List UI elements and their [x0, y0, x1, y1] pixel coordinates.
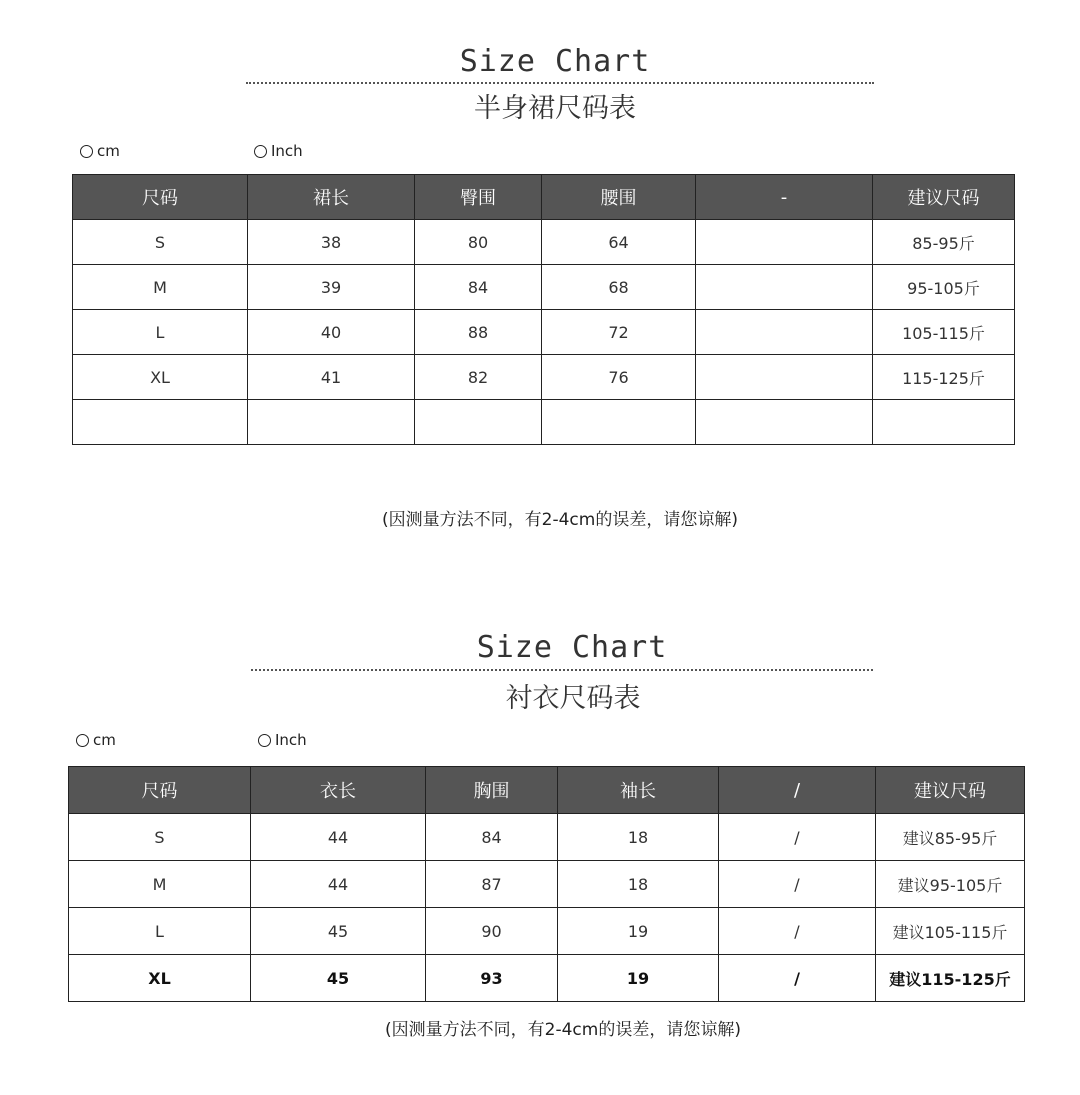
- table-cell: 18: [558, 814, 719, 861]
- table-cell: 105-115斤: [873, 310, 1015, 355]
- table-cell: [696, 220, 873, 265]
- table-cell: /: [719, 814, 876, 861]
- table-cell: 40: [248, 310, 415, 355]
- table-cell: 44: [251, 861, 426, 908]
- table-row: [73, 355, 1015, 400]
- table-cell: [542, 400, 696, 445]
- unit-option-inch[interactable]: [258, 731, 307, 749]
- table-cell: 76: [542, 355, 696, 400]
- table-cell: 115-125斤: [873, 355, 1015, 400]
- table-cell: 87: [426, 861, 558, 908]
- table-row: [69, 908, 1025, 955]
- table-cell: S: [73, 220, 248, 265]
- unit-option-inch[interactable]: [254, 142, 303, 160]
- unit-option-cm[interactable]: [80, 142, 120, 160]
- size-chart-subtitle: 衬衣尺码表: [505, 683, 641, 714]
- table-cell: 38: [248, 220, 415, 265]
- table-cell: 95-105斤: [873, 265, 1015, 310]
- size-chart-subtitle: 半身裙尺码表: [474, 93, 636, 124]
- table-row: [73, 220, 1015, 265]
- table-cell: 19: [558, 908, 719, 955]
- measurement-note: (因测量方法不同，有2-4cm的误差，请您谅解): [385, 1020, 741, 1040]
- radio-icon: [254, 145, 267, 158]
- table-cell: 68: [542, 265, 696, 310]
- unit-label: Inch: [271, 142, 303, 160]
- table-cell: 85-95斤: [873, 220, 1015, 265]
- header-recommended: 建议尺码: [873, 175, 1015, 220]
- header-recommended: 建议尺码: [876, 767, 1025, 814]
- header-size: 尺码: [69, 767, 251, 814]
- table-cell: L: [73, 310, 248, 355]
- table-cell: 建议115-125斤: [876, 955, 1025, 1002]
- unit-option-cm[interactable]: [76, 731, 116, 749]
- table-cell: [415, 400, 542, 445]
- header-size: 尺码: [73, 175, 248, 220]
- skirt-size-table: [72, 174, 1015, 445]
- radio-icon: [80, 145, 93, 158]
- table-cell: S: [69, 814, 251, 861]
- table-cell: M: [69, 861, 251, 908]
- unit-label: Inch: [275, 731, 307, 749]
- table-cell: 19: [558, 955, 719, 1002]
- header-length: 衣长: [251, 767, 426, 814]
- size-chart-title: Size Chart: [459, 44, 651, 79]
- title-divider: [246, 82, 874, 84]
- table-cell: /: [719, 908, 876, 955]
- radio-icon: [258, 734, 271, 747]
- radio-icon: [76, 734, 89, 747]
- header-hip: 臀围: [415, 175, 542, 220]
- measurement-note: (因测量方法不同，有2-4cm的误差，请您谅解): [382, 510, 738, 530]
- table-cell: 88: [415, 310, 542, 355]
- shirt-size-table: [68, 766, 1025, 1002]
- header-blank: -: [696, 175, 873, 220]
- table-cell: [873, 400, 1015, 445]
- table-row: [73, 400, 1015, 445]
- table-cell: 84: [415, 265, 542, 310]
- table-cell: /: [719, 861, 876, 908]
- table-row: [73, 265, 1015, 310]
- table-row: [69, 861, 1025, 908]
- table-cell: 93: [426, 955, 558, 1002]
- table-cell: [248, 400, 415, 445]
- table-cell: XL: [73, 355, 248, 400]
- table-cell: 64: [542, 220, 696, 265]
- unit-label: cm: [93, 731, 116, 749]
- table-cell: 72: [542, 310, 696, 355]
- table-cell: 建议105-115斤: [876, 908, 1025, 955]
- table-cell: [696, 355, 873, 400]
- table-cell: 建议95-105斤: [876, 861, 1025, 908]
- table-cell: 建议85-95斤: [876, 814, 1025, 861]
- table-cell: 41: [248, 355, 415, 400]
- header-sleeve: 袖长: [558, 767, 719, 814]
- header-length: 裙长: [248, 175, 415, 220]
- table-row: [69, 955, 1025, 1002]
- table-cell: /: [719, 955, 876, 1002]
- table-cell: 45: [251, 908, 426, 955]
- header-waist: 腰围: [542, 175, 696, 220]
- table-cell: [73, 400, 248, 445]
- size-chart-title: Size Chart: [476, 630, 668, 665]
- table-row: [73, 310, 1015, 355]
- table-cell: 80: [415, 220, 542, 265]
- table-row: [69, 814, 1025, 861]
- table-cell: 84: [426, 814, 558, 861]
- table-header-row: [73, 175, 1015, 220]
- header-blank: /: [719, 767, 876, 814]
- table-cell: 39: [248, 265, 415, 310]
- header-chest: 胸围: [426, 767, 558, 814]
- table-cell: 44: [251, 814, 426, 861]
- table-cell: L: [69, 908, 251, 955]
- table-cell: 90: [426, 908, 558, 955]
- table-cell: [696, 265, 873, 310]
- table-cell: XL: [69, 955, 251, 1002]
- table-cell: 45: [251, 955, 426, 1002]
- table-cell: M: [73, 265, 248, 310]
- table-cell: 18: [558, 861, 719, 908]
- table-cell: 82: [415, 355, 542, 400]
- table-cell: [696, 400, 873, 445]
- unit-label: cm: [97, 142, 120, 160]
- title-divider: [251, 669, 873, 671]
- table-header-row: [69, 767, 1025, 814]
- table-cell: [696, 310, 873, 355]
